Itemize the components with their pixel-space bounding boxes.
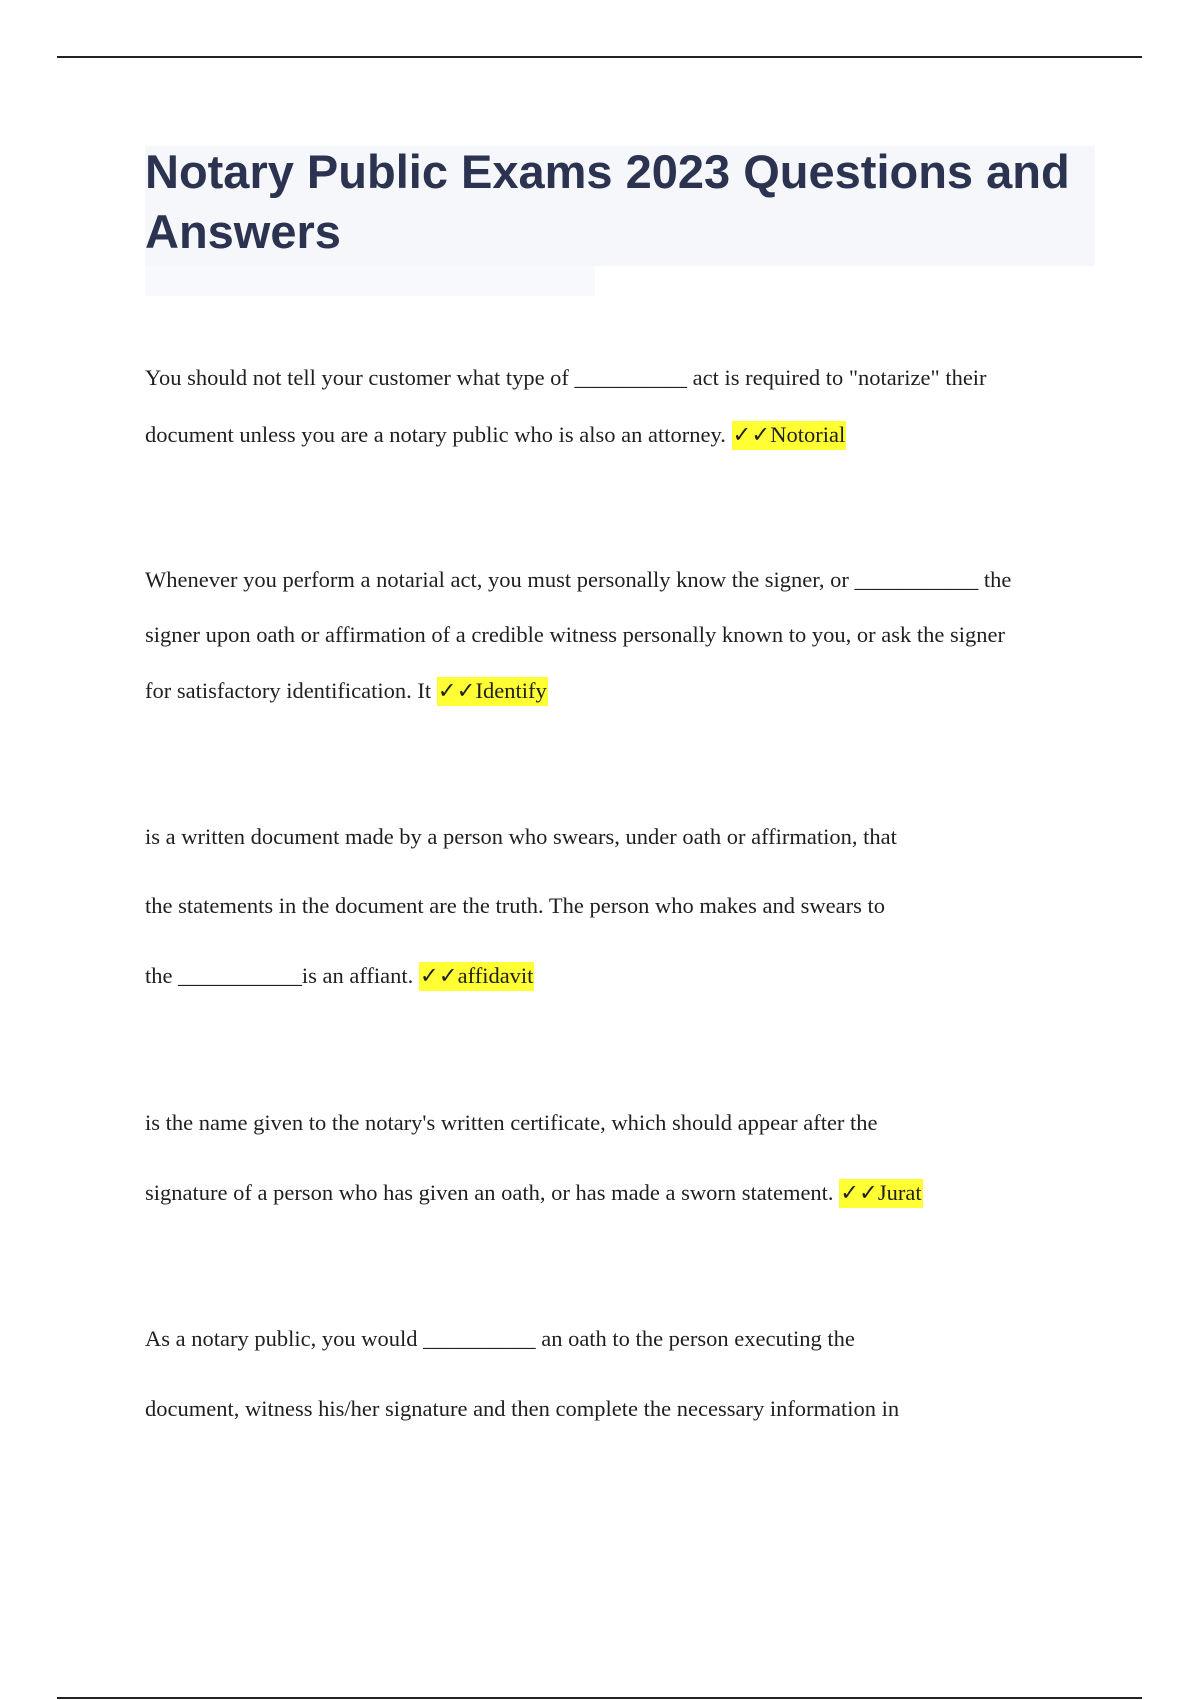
question-4-line-2: signature of a person who has given an oath, or has made a sworn statement. ✓✓Jurat bbox=[145, 1178, 923, 1208]
question-5-line-2: document, witness his/her signature and then complete the necessary information in bbox=[145, 1396, 900, 1421]
top-rule bbox=[57, 56, 1142, 58]
question-2-line-2: signer upon oath or affirmation of a credible witness personally known to you, or ask the signer bbox=[145, 622, 1006, 647]
question-2-line-3: for satisfactory identification. It ✓✓Identify bbox=[145, 676, 548, 706]
document-title: Notary Public Exams 2023 Questions and Answers bbox=[145, 145, 1070, 258]
question-5-line-1: As a notary public, you would __________ an oath to the person executing the bbox=[145, 1326, 855, 1351]
question-1-answer: ✓✓Notorial bbox=[732, 421, 847, 450]
question-4-line-1: is the name given to the notary's written certificate, which should appear after the bbox=[145, 1110, 878, 1135]
question-2-answer: ✓✓Identify bbox=[437, 677, 548, 706]
question-1-line-1: You should not tell your customer what type of __________ act is required to "notarize" their bbox=[145, 365, 987, 390]
question-3-answer: ✓✓affidavit bbox=[419, 962, 535, 991]
title-background-tail bbox=[145, 266, 595, 296]
question-3-line-2: the statements in the document are the truth. The person who makes and swears to bbox=[145, 893, 886, 918]
question-2-line-1: Whenever you perform a notarial act, you must personally know the signer, or ___________ the bbox=[145, 567, 1012, 592]
question-3-line-1: is a written document made by a person who swears, under oath or affirmation, that bbox=[145, 824, 897, 849]
question-1-line-2: document unless you are a notary public who is also an attorney. ✓✓Notorial bbox=[145, 420, 846, 450]
question-3-line-3: the ___________is an affiant. ✓✓affidavit bbox=[145, 961, 534, 991]
bottom-rule bbox=[57, 1697, 1142, 1699]
question-4-answer: ✓✓Jurat bbox=[839, 1179, 922, 1208]
